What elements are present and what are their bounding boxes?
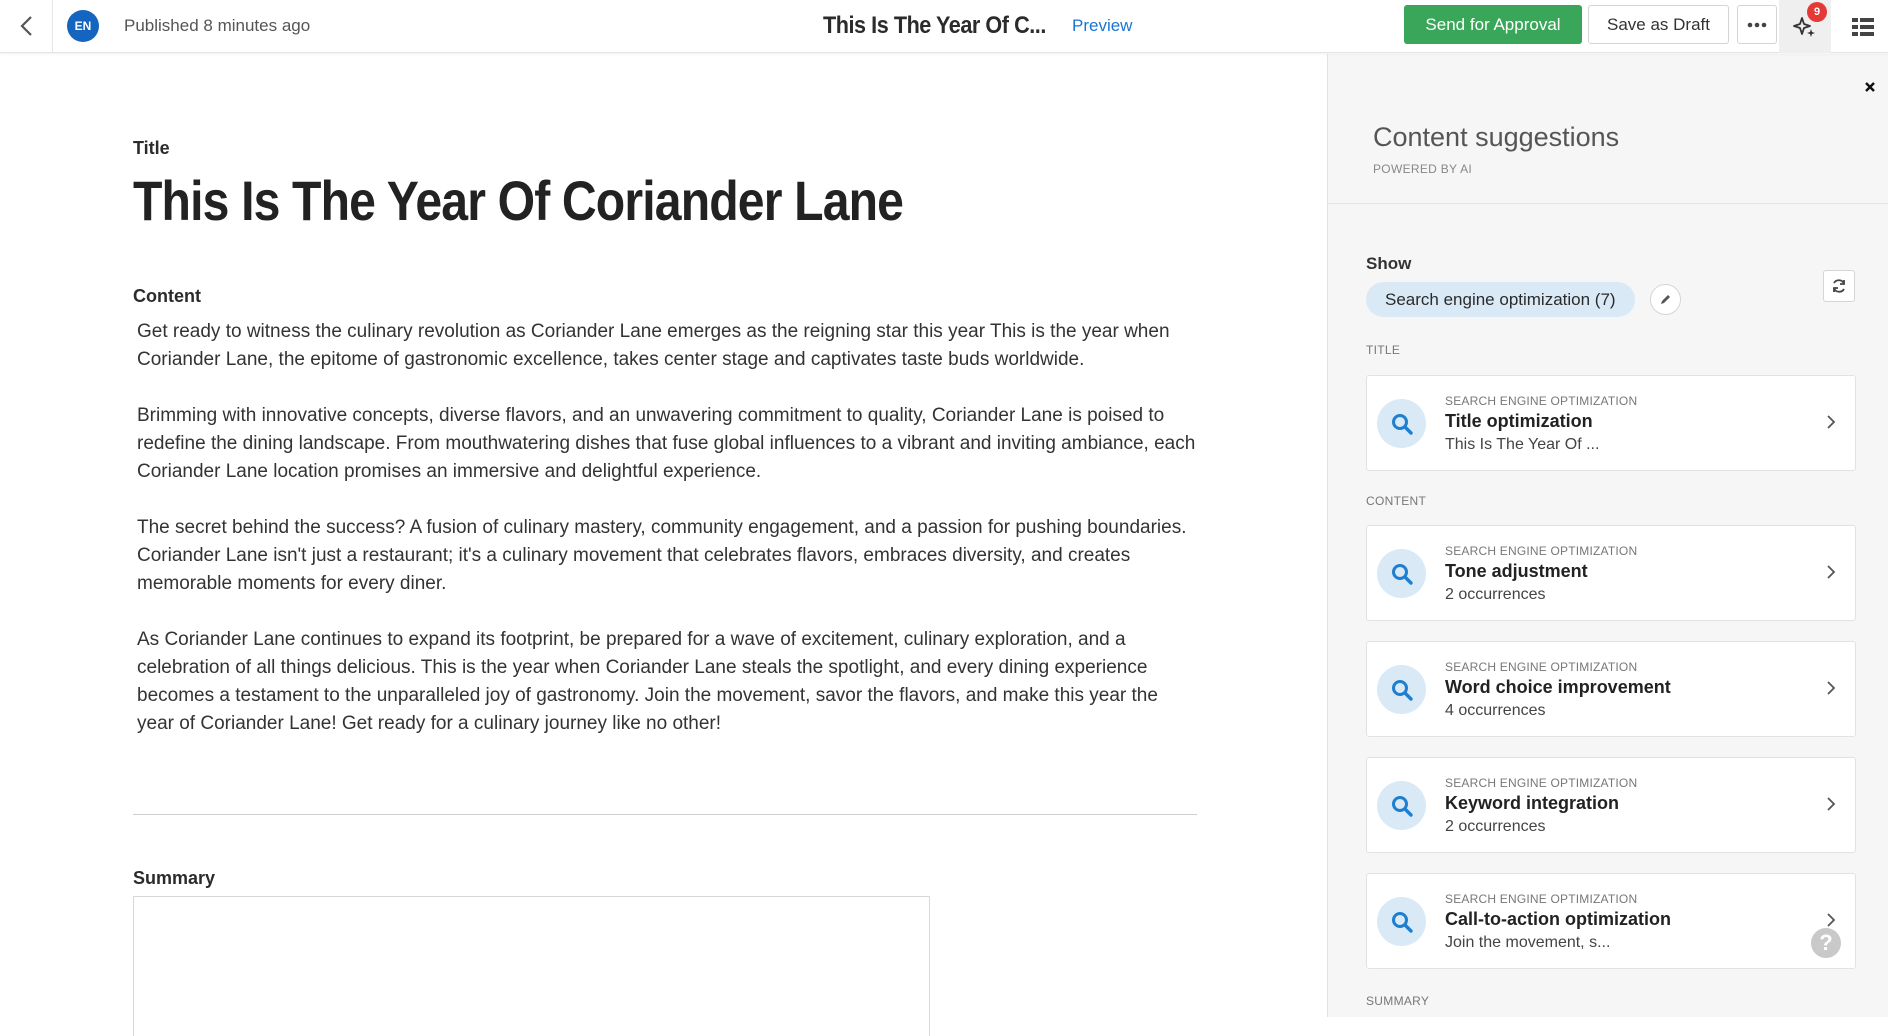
content-paragraph: Brimming with innovative concepts, diverse flavors, and an unwavering commitment to quality, Coriander Lane is poised to redefine the dining landscape. From mouthwatering dishes that fuse global influences to a vibrant and inviting ambiance, each Coriander Lane location promises an immersive and delightful experience. bbox=[137, 405, 1196, 482]
close-icon bbox=[1864, 81, 1876, 93]
summary-input[interactable] bbox=[133, 896, 930, 1036]
suggestion-detail: 2 occurrences bbox=[1445, 586, 1546, 603]
section-divider bbox=[133, 814, 1197, 815]
search-icon bbox=[1390, 678, 1414, 702]
search-icon bbox=[1390, 794, 1414, 818]
suggestion-category: SEARCH ENGINE OPTIMIZATION bbox=[1445, 544, 1638, 558]
content-field-label: Content bbox=[133, 286, 201, 306]
top-bar bbox=[0, 0, 1888, 53]
published-status: Published 8 minutes ago bbox=[124, 16, 311, 35]
more-options-button[interactable] bbox=[1737, 5, 1777, 44]
suggestion-card-title-optimization[interactable] bbox=[1366, 375, 1856, 471]
panel-divider bbox=[1328, 203, 1888, 204]
chevron-right-icon bbox=[1825, 678, 1837, 698]
suggestion-name: Call-to-action optimization bbox=[1445, 909, 1671, 929]
preview-link[interactable]: Preview bbox=[1072, 16, 1133, 35]
title-field-label: Title bbox=[133, 138, 170, 158]
suggestion-category: SEARCH ENGINE OPTIMIZATION bbox=[1445, 776, 1638, 790]
suggestion-name: Tone adjustment bbox=[1445, 561, 1588, 581]
search-icon bbox=[1390, 910, 1414, 934]
search-icon bbox=[1390, 562, 1414, 586]
pencil-icon bbox=[1659, 293, 1672, 306]
suggestion-category: SEARCH ENGINE OPTIMIZATION bbox=[1445, 660, 1638, 674]
chevron-right-icon bbox=[1825, 562, 1837, 582]
suggestion-card-call-to-action[interactable] bbox=[1366, 873, 1856, 969]
suggestion-name: Word choice improvement bbox=[1445, 677, 1671, 697]
help-button[interactable]: ? bbox=[1811, 928, 1841, 958]
summary-field-label: Summary bbox=[133, 868, 216, 888]
back-button[interactable] bbox=[0, 0, 53, 53]
section-label-title: TITLE bbox=[1366, 343, 1401, 357]
language-badge[interactable]: EN bbox=[67, 10, 99, 42]
content-paragraph: Get ready to witness the culinary revolution as Coriander Lane emerges as the reigning star this year This is the year when Coriander Lane, the epitome of gastronomic excellence, takes center stage and captivates taste buds worldwide. bbox=[137, 321, 1170, 370]
grid-list-icon bbox=[1852, 17, 1874, 37]
content-editor[interactable] bbox=[137, 318, 1197, 766]
search-icon-circle bbox=[1377, 399, 1426, 448]
ai-suggestions-button[interactable] bbox=[1779, 0, 1831, 53]
refresh-icon bbox=[1831, 278, 1847, 294]
editor-area bbox=[0, 54, 1327, 1017]
save-as-draft-button[interactable]: Save as Draft bbox=[1588, 5, 1729, 44]
section-label-content: CONTENT bbox=[1366, 494, 1427, 508]
content-paragraph: The secret behind the success? A fusion of culinary mastery, community engagement, and a passion for pushing boundaries. Coriander Lane isn't just a restaurant; it's a culinary movement that celebrates flavors, embraces diversity, and creates memorable moments for every diner. bbox=[137, 517, 1187, 594]
suggestion-category: SEARCH ENGINE OPTIMIZATION bbox=[1445, 892, 1638, 906]
content-suggestions-panel bbox=[1327, 54, 1888, 1017]
title-input[interactable]: This Is The Year Of Coriander Lane bbox=[133, 169, 904, 232]
ellipsis-icon bbox=[1747, 22, 1767, 28]
chevron-right-icon bbox=[1825, 412, 1837, 432]
refresh-button[interactable] bbox=[1823, 270, 1855, 302]
section-label-summary: SUMMARY bbox=[1366, 994, 1430, 1008]
notification-count-badge: 9 bbox=[1807, 2, 1827, 22]
panel-subtitle: POWERED BY AI bbox=[1373, 162, 1473, 176]
suggestion-detail: 4 occurrences bbox=[1445, 702, 1546, 719]
search-icon-circle bbox=[1377, 781, 1426, 830]
search-icon-circle bbox=[1377, 665, 1426, 714]
suggestion-card-tone-adjustment[interactable] bbox=[1366, 525, 1856, 621]
search-icon-circle bbox=[1377, 897, 1426, 946]
apps-menu-button[interactable] bbox=[1848, 12, 1878, 42]
chevron-left-icon bbox=[19, 15, 33, 37]
suggestion-detail: 2 occurrences bbox=[1445, 818, 1546, 835]
document-title: This Is The Year Of C... bbox=[823, 12, 1046, 39]
suggestion-detail: This Is The Year Of ... bbox=[1445, 436, 1600, 453]
panel-title: Content suggestions bbox=[1373, 122, 1620, 152]
suggestion-card-keyword-integration[interactable] bbox=[1366, 757, 1856, 853]
edit-filter-button[interactable] bbox=[1650, 284, 1681, 315]
close-panel-button[interactable] bbox=[1864, 80, 1876, 98]
suggestion-category: SEARCH ENGINE OPTIMIZATION bbox=[1445, 394, 1638, 408]
chevron-right-icon bbox=[1825, 910, 1837, 930]
show-label: Show bbox=[1366, 254, 1412, 273]
chevron-right-icon bbox=[1825, 794, 1837, 814]
content-paragraph: As Coriander Lane continues to expand its footprint, be prepared for a wave of excitement, culinary exploration, and a celebration of all things delicious. This is the year when Coriander Lane steals the spotlight, and every dining experience becomes a testament to the unparalleled joy of gastronomy. Join the movement, savor the flavors, and make this year the year of Coriander Lane! Get ready for a culinary journey like no other! bbox=[137, 629, 1158, 734]
search-icon bbox=[1390, 412, 1414, 436]
suggestion-detail: Join the movement, s... bbox=[1445, 934, 1611, 951]
search-icon-circle bbox=[1377, 549, 1426, 598]
filter-chip-seo[interactable]: Search engine optimization (7) bbox=[1366, 282, 1635, 317]
suggestion-card-word-choice[interactable] bbox=[1366, 641, 1856, 737]
suggestion-name: Keyword integration bbox=[1445, 793, 1620, 813]
suggestion-name: Title optimization bbox=[1445, 411, 1593, 431]
send-for-approval-button[interactable]: Send for Approval bbox=[1404, 5, 1582, 44]
